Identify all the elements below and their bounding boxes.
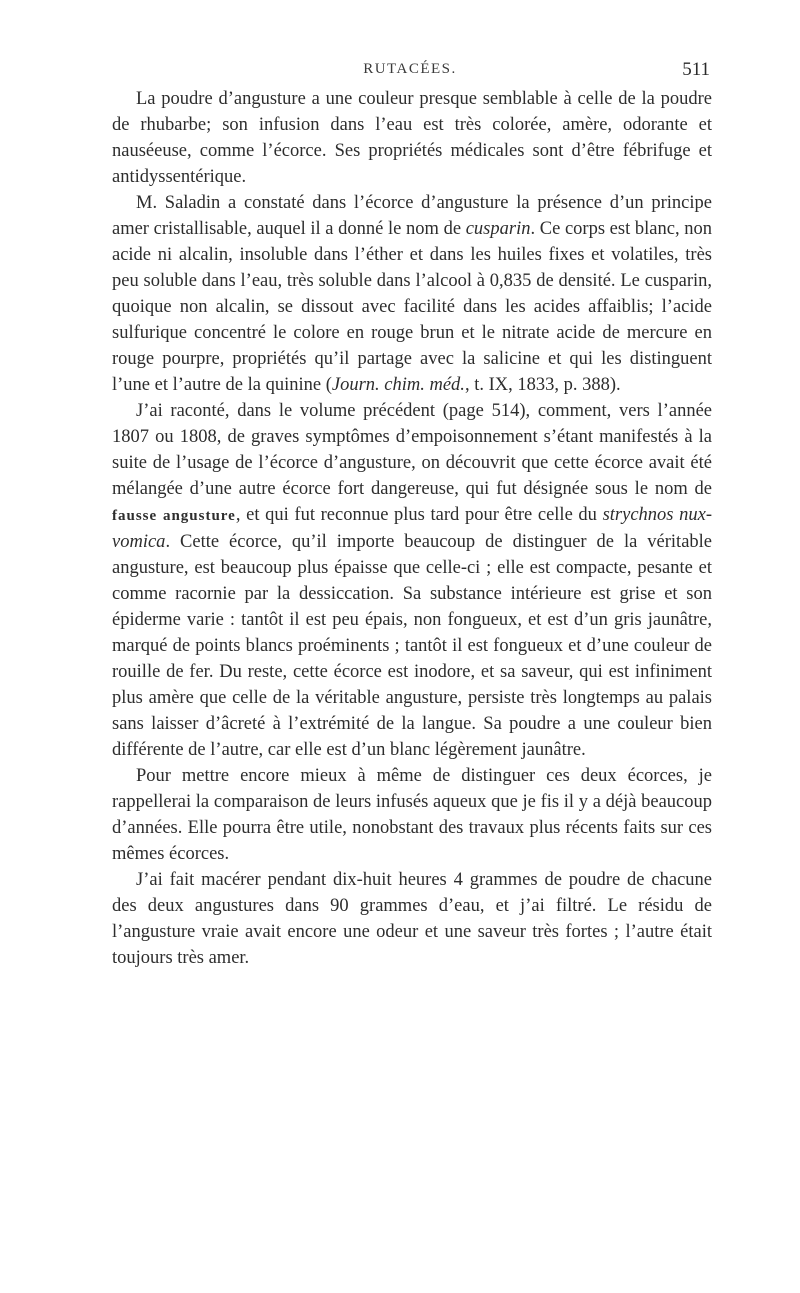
- running-title: RUTACÉES.: [363, 61, 457, 77]
- paragraph: [112, 763, 712, 867]
- page-number: 511: [682, 59, 710, 80]
- text-run: , t. IX, 1833, p. 388).: [464, 375, 621, 395]
- text-run: M. Saladin a constaté dans l’écorce d’angusture la présence d’un principe amer cristallisable, auquel il a donné le nom de: [112, 193, 712, 239]
- text-run: J’ai fait macérer pendant dix-huit heures 4 grammes de poudre de chacune des deux angustures dans 90 grammes d’eau, et j’ai filtré. Le résidu de l’angusture vraie avait encore une odeur et une saveur très fortes ; l’autre était toujours très amer.: [112, 870, 712, 968]
- paragraph: [112, 190, 712, 398]
- italic-text: cusparin: [465, 219, 531, 239]
- text-run: Pour mettre encore mieux à même de distinguer ces deux écorces, je rappellerai la comparaison de leurs infusés aqueux que je fis il y a déjà beaucoup d’années. Elle pourra être utile, nonobstant des travaux plus récents faits sur ces mêmes écorces.: [112, 766, 712, 864]
- text-run: La poudre d’angusture a une couleur presque semblable à celle de la poudre de rhubarbe; son infusion dans l’eau est très colorée, amère, odorante et nauséeuse, comme l’écorce. Ses propriétés médicales sont d’être fébrifuge et antidyssentérique.: [112, 89, 712, 187]
- running-head: [110, 61, 710, 85]
- paragraph: [112, 398, 712, 763]
- italic-text: Journ. chim. méd.: [331, 375, 465, 395]
- paragraph: [112, 86, 712, 190]
- paragraph: [112, 867, 712, 971]
- italic-text: strychnos nux-vomica: [112, 505, 713, 552]
- text-run: . Cette écorce, qu’il importe beaucoup de distinguer de la véritable angusture, est beaucoup plus épaisse que celle-ci ; elle est compacte, pesante et comme racornie par la dessiccation. Sa substance intérieure est grise et son épiderme varie : tantôt il est peu épais, non fongueux, et est d’un gris jaunâtre, marqué de points blancs proéminents ; tantôt il est fongueux et d’une couleur de rouille de fer. Du reste, cette écorce est inodore, et sa saveur, qui est infiniment plus amère que celle de la véritable angusture, persiste très longtemps au palais sans laisser d’âcreté à l’extrémité de la langue. Sa poudre a une couleur bien différente de l’autre, car elle est d’un blanc légèrement jaunâtre.: [112, 532, 712, 760]
- text-run: J’ai raconté, dans le volume précédent (page 514), comment, vers l’année 1807 ou 1808, de graves symptômes d’empoisonnement s’étant manifestés à la suite de l’usage de l’écorce d’angusture, on découvrit que cette écorce avait été mélangée d’une autre écorce fort dangereuse, qui fut désignée sous le nom de: [112, 401, 712, 499]
- text-run: , et qui fut reconnue plus tard pour être celle du: [235, 505, 603, 525]
- text-run: . Ce corps est blanc, non acide ni alcalin, insoluble dans l’éther et dans les huiles fixes et volatiles, très peu soluble dans l’eau, très soluble dans l’alcool à 0,835 de densité. Le cusparin, quoique non alcalin, se dissout avec facilité dans les acides affaiblis; l’acide sulfurique concentré le colore en rouge brun et le nitrate acide de mercure en rouge pourpre, propriétés qu’il partage avec la salicine et qui les distinguent l’une et l’autre de la quinine (: [112, 219, 712, 395]
- bold-term: fausse angusture: [112, 508, 236, 524]
- body-text: [112, 86, 712, 971]
